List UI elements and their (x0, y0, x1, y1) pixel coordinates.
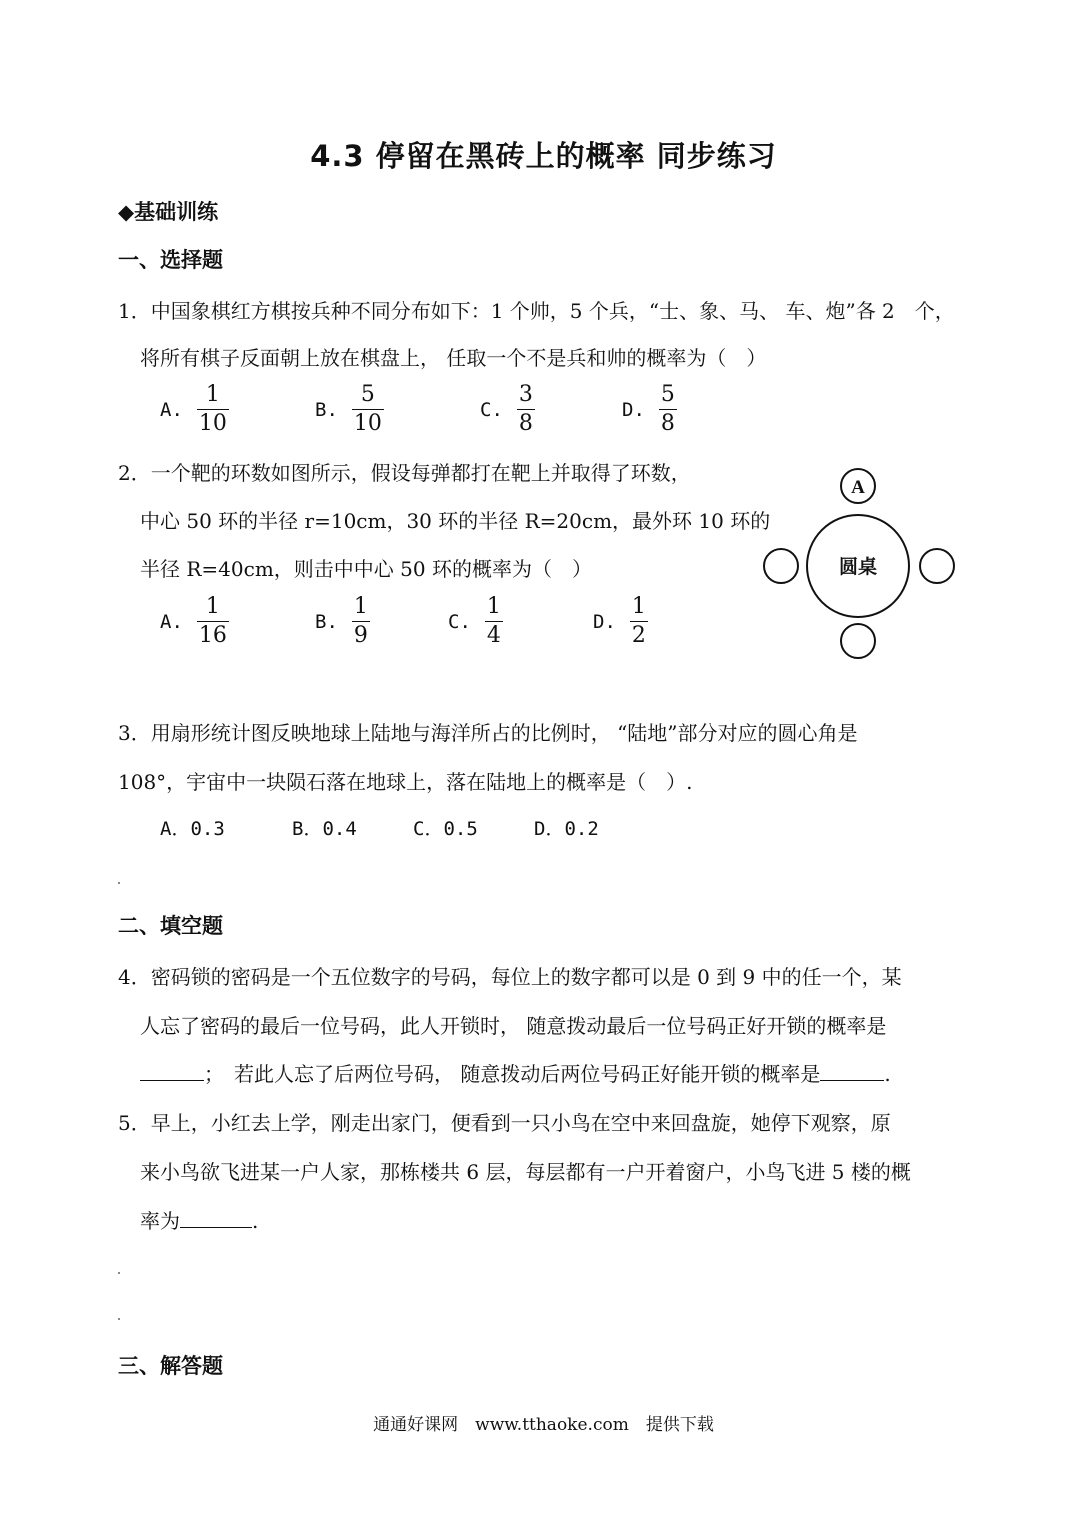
page-title: 4.3 停留在黑砖上的概率 同步练习 (310, 139, 777, 173)
fraction-numerator: 5 (660, 382, 675, 407)
q4-blank-1 (140, 1062, 204, 1081)
q2-option-b-fraction (352, 596, 370, 647)
q1-option-c (480, 384, 535, 435)
q4-blank-2 (820, 1062, 884, 1081)
q2-option-c-letter: C. (448, 610, 471, 633)
q1-option-a (160, 384, 229, 435)
fraction-numerator: 1 (205, 594, 220, 619)
fraction-numerator: 1 (353, 594, 368, 619)
q2-option-c (448, 596, 503, 647)
seat-a-label: A (851, 477, 865, 498)
fraction-denominator: 16 (198, 623, 227, 648)
fraction-denominator: 4 (486, 623, 501, 648)
table-label: 圆桌 (838, 556, 878, 578)
part1-heading: 一、选择题 (118, 247, 223, 272)
part3-heading: 三、解答题 (118, 1353, 223, 1378)
q3-option-a: A．0.3 (160, 818, 225, 840)
q2-line3: 半径 R=40cm，则击中中心 50 环的概率为（ ） (140, 557, 592, 581)
q1-option-d-letter: D. (622, 398, 645, 421)
q1-option-a-letter: A. (160, 398, 183, 421)
q1-option-c-fraction (517, 384, 535, 435)
fraction-denominator: 10 (198, 411, 227, 436)
q1-option-b (315, 384, 384, 435)
section-basic-heading: ◆基础训练 (118, 199, 219, 224)
page-footer: 通通好课网 www.tthaoke.com 提供下载 (373, 1415, 714, 1435)
q1-option-d-fraction (659, 384, 677, 435)
q2-option-d-letter: D. (593, 610, 616, 633)
q5-line1: 5．早上，小红去上学，刚走出家门，便看到一只小鸟在空中来回盘旋，她停下观察，原 (118, 1111, 891, 1135)
q3-line2: 108°，宇宙中一块陨石落在地球上，落在陆地上的概率是（ ）. (118, 770, 693, 794)
q3-option-b: B．0.4 (292, 818, 357, 840)
q5-blank (180, 1209, 252, 1228)
q2-option-b-letter: B. (315, 610, 338, 633)
q4-line3-end: . (884, 1062, 891, 1086)
q2-option-c-fraction (485, 596, 503, 647)
q1-option-b-fraction (352, 384, 384, 435)
q1-line1: 1．中国象棋红方棋按兵种不同分布如下：1 个帅，5 个兵，“士、象、马、 车、炮”各 2 个， (118, 299, 955, 323)
q2-option-d-fraction (630, 596, 648, 647)
q4-line2: 人忘了密码的最后一位号码，此人开锁时， 随意拨动最后一位号码正好开锁的概率是 (140, 1014, 887, 1038)
q1-option-b-letter: B. (315, 398, 338, 421)
q3-option-d: D．0.2 (534, 818, 599, 840)
q1-option-d (622, 384, 677, 435)
fraction-numerator: 3 (518, 382, 533, 407)
q1-option-c-letter: C. (480, 398, 503, 421)
fraction-numerator: 1 (631, 594, 646, 619)
q2-option-a-letter: A. (160, 610, 183, 633)
q2-option-a-fraction (197, 596, 229, 647)
fraction-numerator: 1 (205, 382, 220, 407)
q4-line3-mid: ； 若此人忘了后两位号码， 随意拨动后两位号码正好能开锁的概率是 (204, 1062, 821, 1086)
q1-option-a-fraction (197, 384, 229, 435)
round-table-figure (750, 460, 970, 670)
q3-line1: 3．用扇形统计图反映地球上陆地与海洋所占的比例时， “陆地”部分对应的圆心角是 (118, 721, 858, 745)
q1-line2: 将所有棋子反面朝上放在棋盘上， 任取一个不是兵和帅的概率为（ ） (140, 346, 767, 370)
q4-line1: 4．密码锁的密码是一个五位数字的号码，每位上的数字都可以是 0 到 9 中的任一个，某 (118, 965, 902, 989)
q5-line2: 来小鸟欲飞进某一户人家，那栋楼共 6 层，每层都有一户开着窗户，小鸟飞进 5 楼的概 (140, 1160, 911, 1184)
fraction-numerator: 1 (486, 594, 501, 619)
fraction-numerator: 5 (360, 382, 375, 407)
part2-heading: 二、填空题 (118, 913, 223, 938)
q2-line2: 中心 50 环的半径 r=10cm，30 环的半径 R=20cm，最外环 10 环的 (140, 509, 771, 533)
seat-bottom-circle (841, 624, 875, 658)
q2-option-a (160, 596, 229, 647)
q2-option-d (593, 596, 648, 647)
q5-line3 (140, 1205, 258, 1234)
fraction-denominator: 8 (660, 411, 675, 436)
fraction-denominator: 9 (353, 623, 368, 648)
q3-option-c: C．0.5 (413, 818, 478, 840)
seat-left-circle (764, 549, 798, 583)
fraction-denominator: 2 (631, 623, 646, 648)
q2-line1: 2．一个靶的环数如图所示，假设每弹都打在靶上并取得了环数， (118, 461, 691, 485)
q4-line3 (140, 1058, 891, 1087)
seat-right-circle (920, 549, 954, 583)
q5-line3-start: 率为 (140, 1209, 180, 1233)
fraction-denominator: 10 (353, 411, 382, 436)
q2-option-b (315, 596, 370, 647)
q5-line3-end: . (252, 1209, 259, 1233)
fraction-denominator: 8 (518, 411, 533, 436)
